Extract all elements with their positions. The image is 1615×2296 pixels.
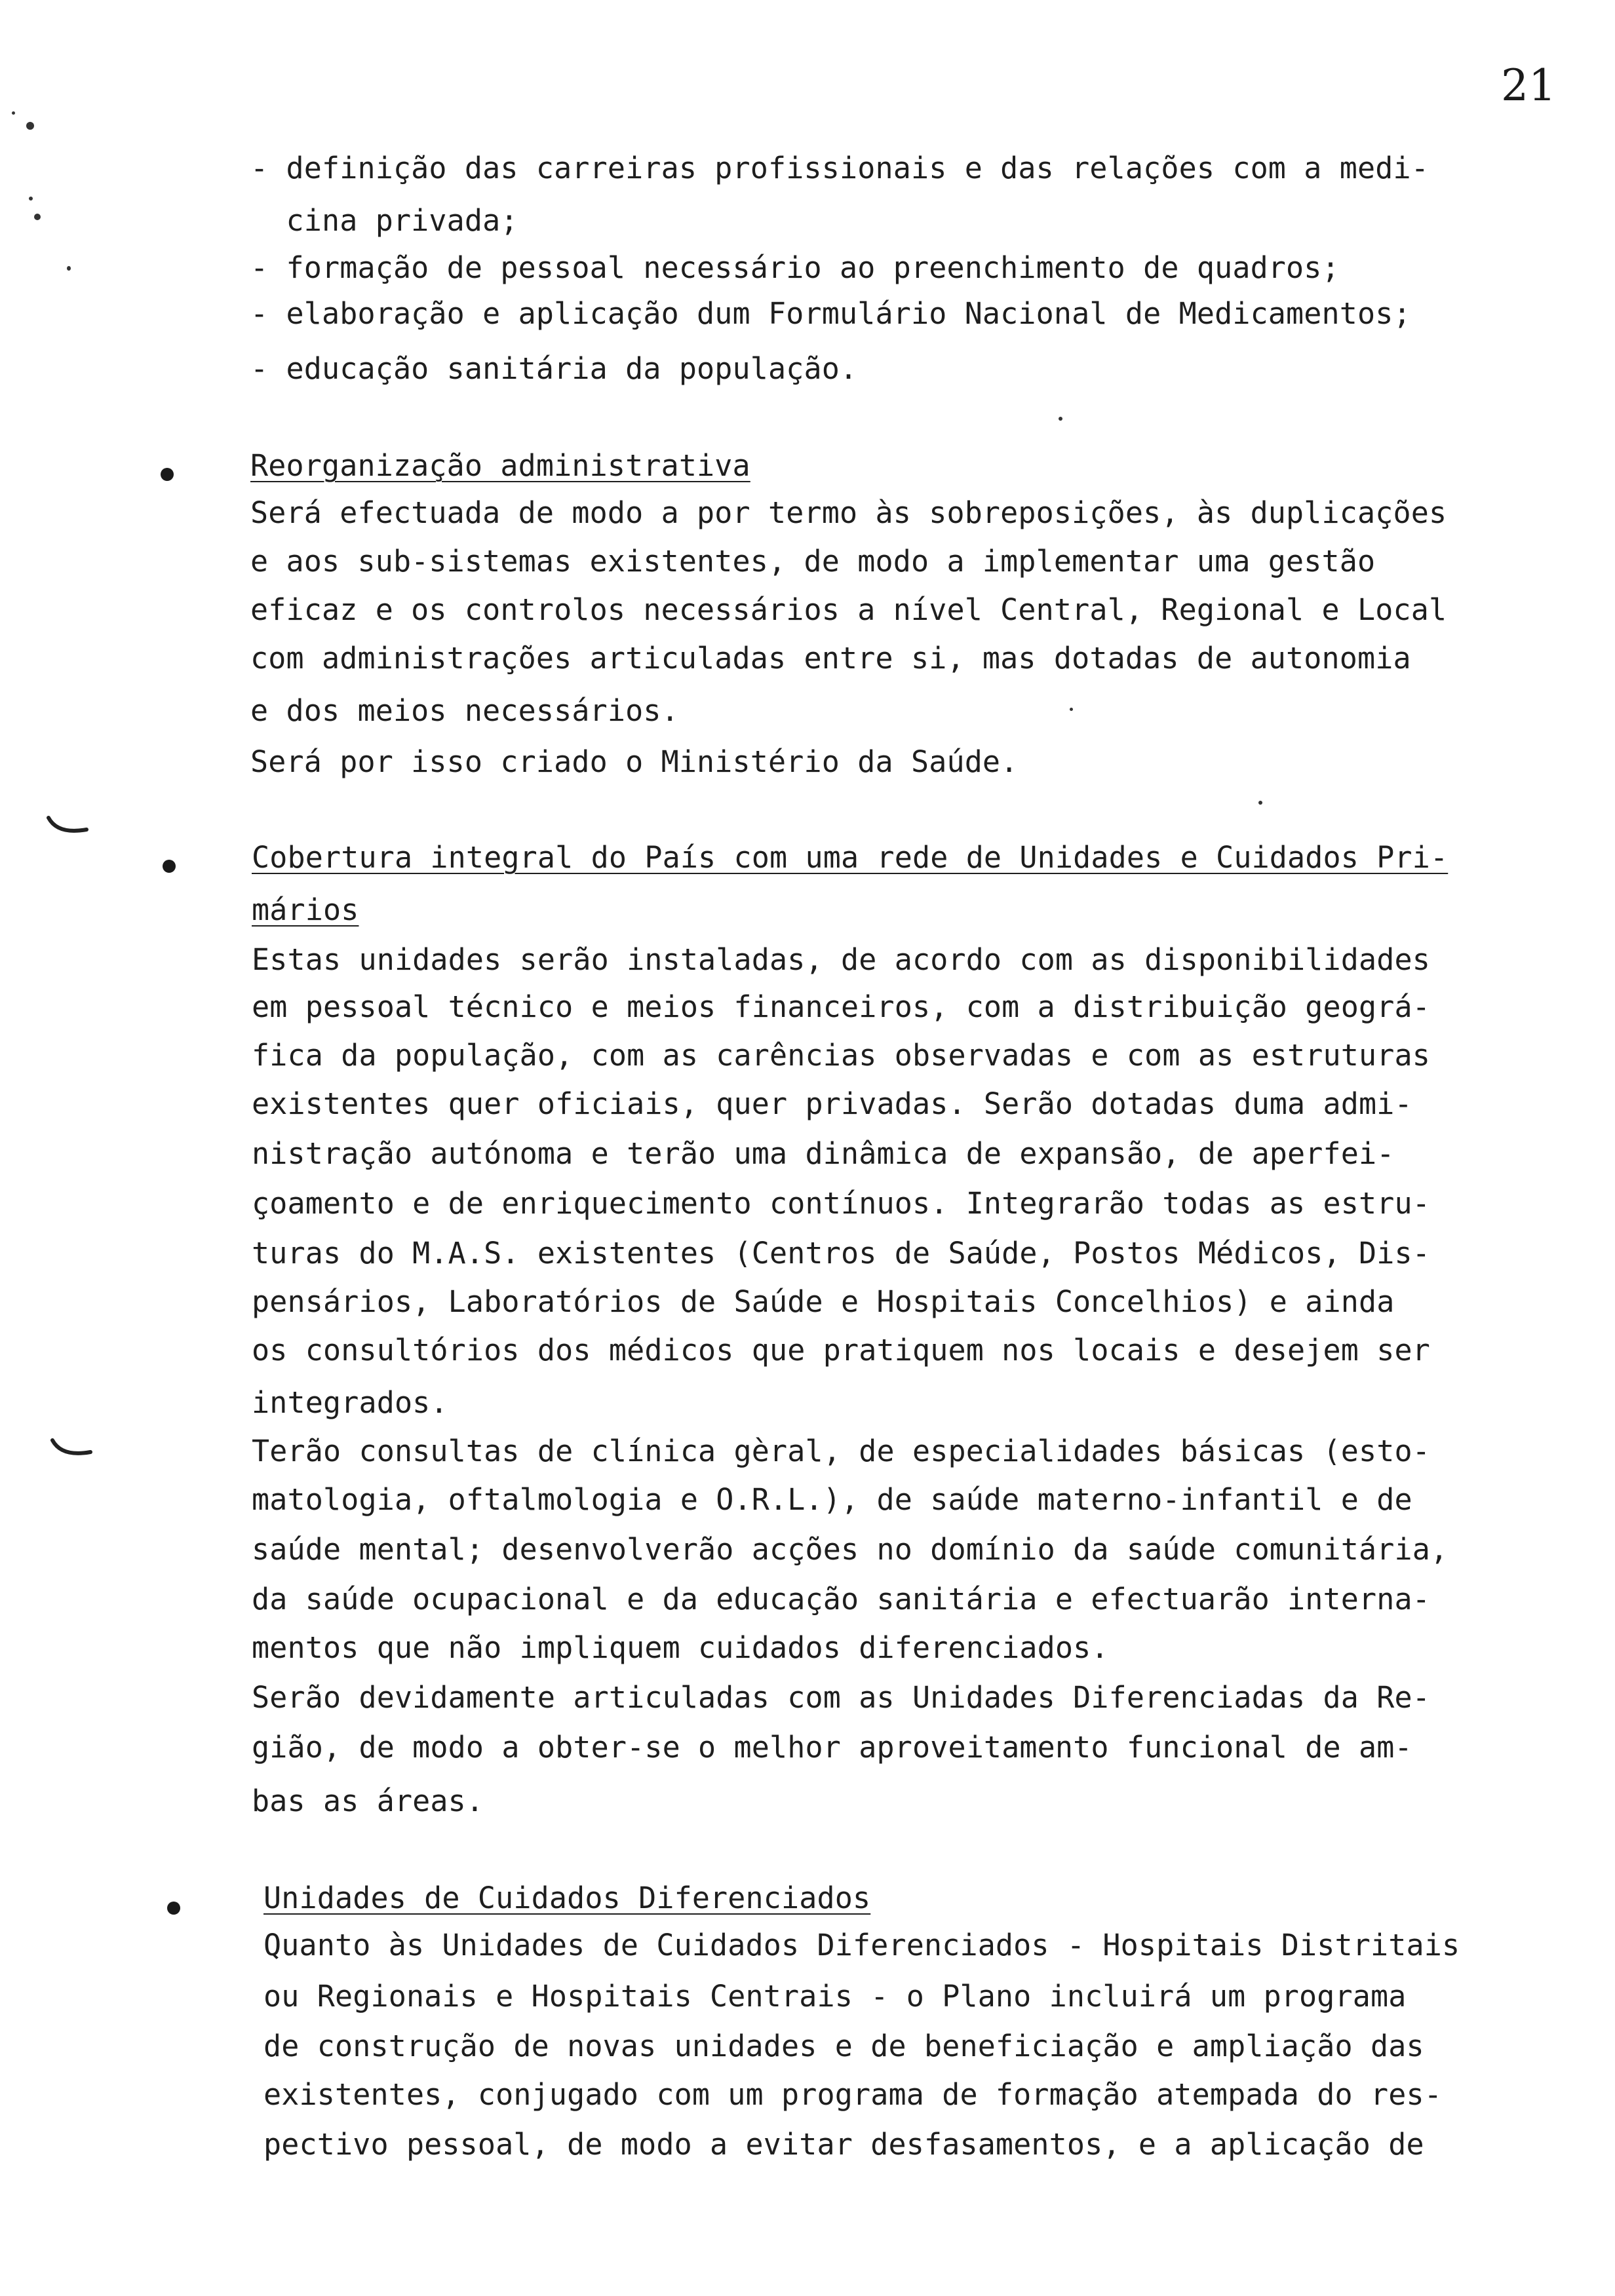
- paragraph-line: Será por isso criado o Ministério da Saúde.: [250, 744, 1019, 779]
- paragraph-line: Serão devidamente articuladas com as Unidades Diferenciadas da Re-: [252, 1680, 1430, 1715]
- paragraph-line: Estas unidades serão instaladas, de acordo com as disponibilidades: [252, 942, 1430, 977]
- section-bullet: [163, 860, 176, 873]
- margin-bracket-mark: [46, 813, 92, 845]
- paragraph-line: existentes quer oficiais, quer privadas. Serão dotadas duma admi-: [252, 1086, 1412, 1121]
- scan-speck: [26, 122, 34, 130]
- section-bullet: [167, 1902, 180, 1915]
- paragraph-line: de construção de novas unidades e de beneficiação e ampliação das: [263, 2029, 1424, 2063]
- paragraph-line: e aos sub-sistemas existentes, de modo a implementar uma gestão: [250, 544, 1376, 579]
- page-number: 21: [1501, 60, 1556, 111]
- paragraph-line: matologia, oftalmologia e O.R.L.), de saúde materno-infantil e de: [252, 1482, 1412, 1517]
- paragraph-line: pensários, Laboratórios de Saúde e Hospitais Concelhios) e ainda: [252, 1284, 1395, 1319]
- scan-speck: [1059, 417, 1062, 421]
- paragraph-line: integrados.: [252, 1385, 448, 1420]
- margin-bracket-mark: [50, 1435, 96, 1468]
- paragraph-line: em pessoal técnico e meios financeiros, com a distribuição geográ-: [252, 989, 1430, 1024]
- paragraph-line: existentes, conjugado com um programa de formação atempada do res-: [263, 2077, 1442, 2112]
- section-heading: Reorganização administrativa: [250, 448, 750, 483]
- paragraph-line: turas do M.A.S. existentes (Centros de Saúde, Postos Médicos, Dis-: [252, 1236, 1430, 1271]
- section-bullet: [161, 468, 174, 481]
- scan-speck: [1070, 708, 1073, 711]
- paragraph-line: os consultórios dos médicos que pratiquem nos locais e desejem ser: [252, 1333, 1430, 1368]
- paragraph-line: Será efectuada de modo a por termo às sobreposições, às duplicações: [250, 495, 1447, 530]
- paragraph-line: e dos meios necessários.: [250, 693, 679, 728]
- scan-speck: [34, 214, 41, 220]
- list-item: cina privada;: [250, 203, 518, 238]
- paragraph-line: bas as áreas.: [252, 1784, 484, 1818]
- list-item: - definição das carreiras profissionais e das relações com a medi-: [250, 151, 1429, 185]
- scan-speck: [29, 197, 33, 201]
- section-heading: Cobertura integral do País com uma rede de Unidades e Cuidados Pri-: [252, 840, 1449, 875]
- paragraph-line: gião, de modo a obter-se o melhor aproveitamento funcional de am-: [252, 1730, 1412, 1765]
- list-item: - educação sanitária da população.: [250, 351, 858, 386]
- paragraph-line: pectivo pessoal, de modo a evitar desfasamentos, e a aplicação de: [263, 2127, 1424, 2162]
- list-item: - formação de pessoal necessário ao preenchimento de quadros;: [250, 250, 1340, 285]
- list-item: - elaboração e aplicação dum Formulário Nacional de Medicamentos;: [250, 296, 1411, 331]
- paragraph-line: Quanto às Unidades de Cuidados Diferenciados - Hospitais Distritais: [263, 1928, 1460, 1962]
- section-heading: mários: [252, 892, 359, 927]
- scan-speck: [67, 266, 71, 271]
- paragraph-line: nistração autónoma e terão uma dinâmica de expansão, de aperfei-: [252, 1136, 1395, 1171]
- paragraph-line: eficaz e os controlos necessários a nível Central, Regional e Local: [250, 592, 1447, 627]
- paragraph-line: saúde mental; desenvolverão acções no domínio da saúde comunitária,: [252, 1532, 1449, 1567]
- paragraph-line: fica da população, com as carências observadas e com as estruturas: [252, 1038, 1430, 1073]
- paragraph-line: da saúde ocupacional e da educação sanitária e efectuarão interna-: [252, 1582, 1430, 1617]
- section-heading: Unidades de Cuidados Diferenciados: [263, 1881, 871, 1915]
- paragraph-line: ou Regionais e Hospitais Centrais - o Plano incluirá um programa: [263, 1979, 1407, 2014]
- paragraph-line: Terão consultas de clínica gèral, de especialidades básicas (esto-: [252, 1434, 1430, 1468]
- scan-speck: [1258, 801, 1262, 805]
- paragraph-line: mentos que não impliquem cuidados diferenciados.: [252, 1630, 1109, 1665]
- scan-speck: [12, 111, 15, 115]
- paragraph-line: çoamento e de enriquecimento contínuos. Integrarão todas as estru-: [252, 1186, 1430, 1221]
- paragraph-line: com administrações articuladas entre si, mas dotadas de autonomia: [250, 641, 1411, 676]
